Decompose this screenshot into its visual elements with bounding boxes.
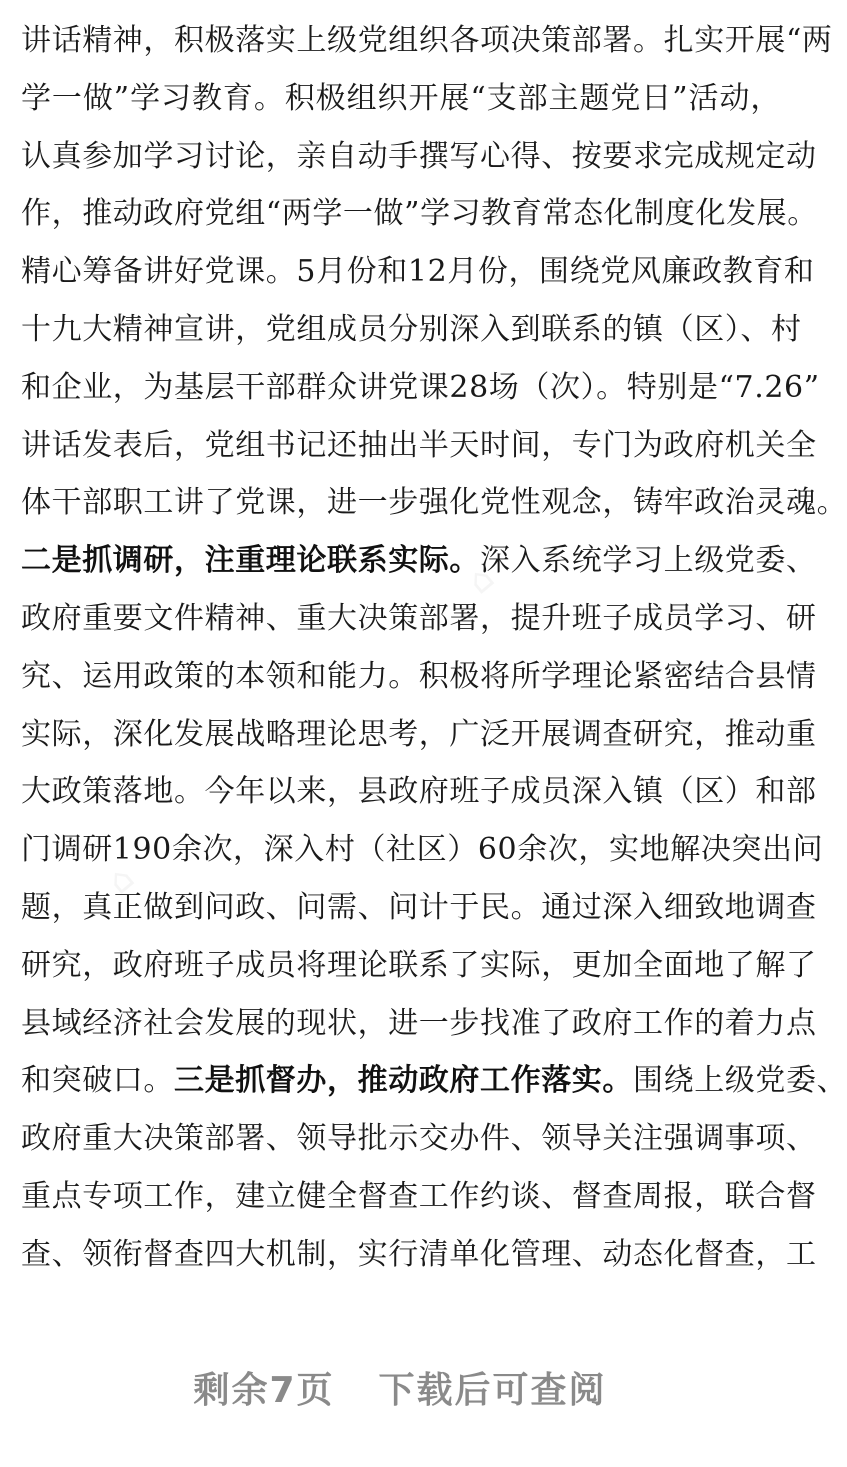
body-text-segment: 讲话发表后，党组书记还抽出半天时间，专门为政府机关全 xyxy=(21,427,817,463)
text-line xyxy=(21,128,817,186)
text-line xyxy=(21,1168,817,1226)
text-line xyxy=(21,763,817,821)
body-text-segment: 作，推动政府党组“两学一做”学习教育常态化制度化发展。 xyxy=(21,196,818,232)
section-heading: 二是抓调研，注重理论联系实际。 xyxy=(21,543,480,579)
body-text-segment: 和突破口。 xyxy=(21,1063,174,1099)
body-text-segment: 研究，政府班子成员将理论联系了实际，更加全面地了解了 xyxy=(21,947,817,983)
text-line xyxy=(21,12,833,70)
body-text-segment: 查、领衔督查四大机制，实行清单化管理、动态化督查，工 xyxy=(21,1236,817,1272)
body-text-segment: 题，真正做到问政、问需、问计于民。通过深入细致地调查 xyxy=(21,889,817,925)
body-text-segment: 门调研190余次，深入村（社区）60余次，实地解决突出问 xyxy=(21,832,824,868)
text-line xyxy=(21,1226,817,1284)
body-text-segment: 围绕上级党委、 xyxy=(633,1063,847,1099)
body-text-segment: 深入系统学习上级党委、 xyxy=(480,543,817,579)
text-line xyxy=(21,995,817,1053)
document-body xyxy=(21,12,847,1284)
text-line xyxy=(21,359,820,417)
watermark: ⌂ xyxy=(99,857,142,903)
text-line xyxy=(21,417,817,475)
text-line xyxy=(21,821,824,879)
body-text-segment: 讲话精神，积极落实上级党组织各项决策部署。扎实开展“两 xyxy=(21,23,833,58)
body-text-segment: 政府重大决策部署、领导批示交办件、领导关注强调事项、 xyxy=(21,1121,817,1157)
text-line xyxy=(21,474,847,532)
text-line xyxy=(21,648,817,706)
body-text-segment: 认真参加学习讨论，亲自动手撰写心得、按要求完成规定动 xyxy=(21,138,817,174)
body-text-segment: 体干部职工讲了党课，进一步强化党性观念，铸牢政治灵魂。 xyxy=(21,485,847,521)
text-line xyxy=(21,243,815,301)
text-line xyxy=(21,706,817,764)
body-text-segment: 政府重要文件精神、重大决策部署，提升班子成员学习、研 xyxy=(21,600,817,636)
text-line xyxy=(21,1052,847,1110)
remaining-pages-label: 剩余7页 xyxy=(193,1370,335,1411)
body-text-segment: 究、运用政策的本领和能力。积极将所学理论紧密结合县情 xyxy=(21,658,817,694)
text-line xyxy=(21,1110,817,1168)
preview-limit-banner[interactable] xyxy=(0,1362,800,1413)
watermark: ⌂ xyxy=(459,557,502,603)
text-line xyxy=(21,185,818,243)
body-text-segment: 大政策落地。今年以来，县政府班子成员深入镇（区）和部 xyxy=(21,774,817,810)
text-line xyxy=(21,532,817,590)
body-text-segment: 精心筹备讲好党课。5月份和12月份，围绕党风廉政教育和 xyxy=(21,254,815,290)
body-text-segment: 学一做”学习教育。积极组织开展“支部主题党日”活动， xyxy=(21,80,781,116)
body-text-segment: 实际，深化发展战略理论思考，广泛开展调查研究，推动重 xyxy=(21,716,817,752)
download-to-view-label: 下载后可查阅 xyxy=(378,1370,607,1411)
text-line xyxy=(21,937,817,995)
text-line xyxy=(21,301,802,359)
body-text-segment: 和企业，为基层干部群众讲党课28场（次）。特别是“7.26” xyxy=(21,369,820,405)
body-text-segment: 县域经济社会发展的现状，进一步找准了政府工作的着力点 xyxy=(21,1005,817,1041)
text-line xyxy=(21,879,817,937)
body-text-segment: 十九大精神宣讲，党组成员分别深入到联系的镇（区）、村 xyxy=(21,311,802,347)
text-line xyxy=(21,590,817,648)
section-heading: 三是抓督办，推动政府工作落实。 xyxy=(174,1063,633,1099)
body-text-segment: 重点专项工作，建立健全督查工作约谈、督查周报，联合督 xyxy=(21,1178,817,1214)
text-line xyxy=(21,70,781,128)
